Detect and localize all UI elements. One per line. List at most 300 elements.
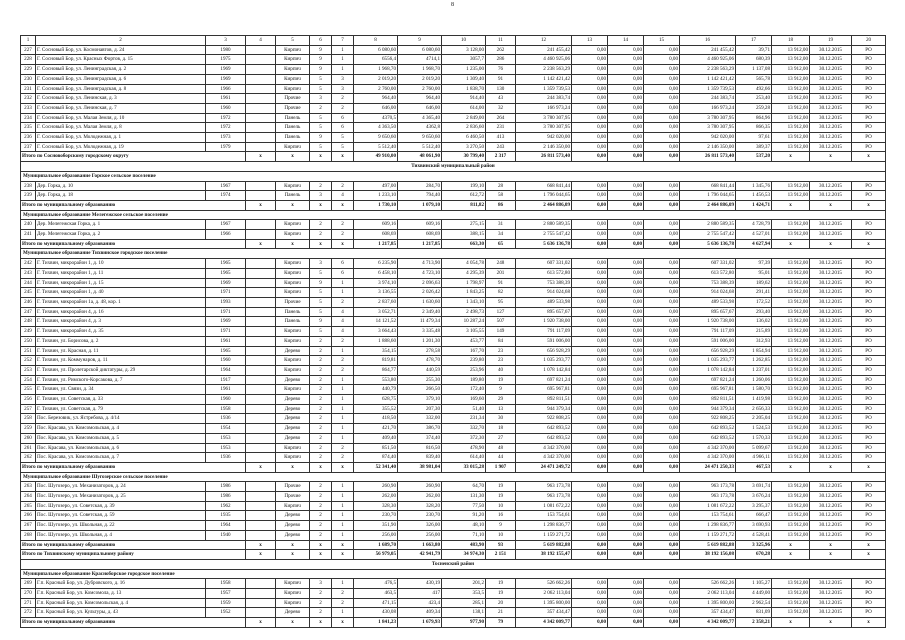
table-row — [21, 443, 886, 453]
table-cell: 30.12.2015 — [810, 288, 852, 298]
total-row — [21, 540, 886, 550]
table-cell: 13 912,00 — [772, 453, 810, 463]
table-cell: 612,72 — [442, 191, 486, 201]
table-cell: 239 — [21, 191, 36, 201]
table-cell: 5 — [310, 84, 332, 94]
table-cell: 5 — [310, 327, 332, 337]
table-cell: 2 — [310, 530, 332, 540]
table-cell: 2 317 — [486, 152, 516, 162]
table-cell: 52 341,40 — [354, 462, 398, 472]
table-cell: 0,00 — [572, 220, 608, 230]
table-cell: РО — [852, 220, 886, 230]
table-cell: 2 238 563,29 — [516, 65, 572, 75]
table-cell: 30.12.2015 — [810, 230, 852, 240]
table-cell: х — [246, 152, 276, 162]
table-cell: Кирпич — [276, 598, 310, 608]
table-cell: Пос. Березовик, ул. Ястребова, д. 4/14 — [36, 414, 206, 424]
table-cell: 963 173,78 — [516, 492, 572, 502]
table-cell: 0,00 — [644, 142, 680, 152]
table-cell: 4 295,39 — [442, 268, 486, 278]
table-cell: 0,00 — [644, 317, 680, 327]
table-cell: РО — [852, 453, 886, 463]
table-cell: 2 — [332, 453, 354, 463]
table-cell: 2 — [332, 443, 354, 453]
table-cell: 483,90 — [442, 540, 486, 550]
table-cell: 244 383,74 — [516, 94, 572, 104]
table-cell: РО — [852, 579, 886, 589]
table-cell: 507 — [486, 317, 516, 327]
table-cell: Дерево — [276, 424, 310, 434]
table-cell: 1 419,98 — [736, 395, 772, 405]
table-cell: 2 656,33 — [736, 404, 772, 414]
table-cell: 241 455,42 — [680, 45, 736, 55]
table-cell: 56 979,05 — [354, 550, 398, 560]
table-cell: 2 062 113,04 — [516, 589, 572, 599]
table-cell: 86 — [486, 200, 516, 210]
table-cell: 215,89 — [736, 327, 772, 337]
table-row — [21, 492, 886, 502]
table-cell: 1 838,70 — [442, 84, 486, 94]
table-cell: 30.12.2015 — [810, 530, 852, 540]
table-cell: 608,69 — [398, 230, 442, 240]
table-cell: 38 981,04 — [398, 462, 442, 472]
table-cell: 1972 — [206, 123, 246, 133]
table-cell: 136,02 — [736, 317, 772, 327]
table-cell: 3 335,48 — [398, 327, 442, 337]
table-cell — [246, 113, 276, 123]
table-cell: 1 — [332, 55, 354, 65]
table-cell: х — [772, 540, 810, 550]
table-cell — [246, 375, 276, 385]
table-cell: 2 — [310, 608, 332, 618]
table-cell: 267 — [21, 521, 36, 531]
table-cell: 30.12.2015 — [810, 317, 852, 327]
table-cell: 1 137,08 — [736, 65, 772, 75]
table-cell: 1 262,85 — [736, 356, 772, 366]
table-cell: 0,00 — [608, 133, 644, 143]
table-cell: 4 342 370,00 — [680, 443, 736, 453]
table-cell: 2 019,20 — [398, 74, 442, 84]
table-cell: 1962 — [206, 501, 246, 511]
table-cell: 201 — [486, 268, 516, 278]
table-cell: 0,00 — [572, 540, 608, 550]
section-heading: Муниципальное образование Шугозерское сельское поселение — [21, 472, 886, 482]
table-cell: 30.12.2015 — [810, 297, 852, 307]
table-cell: 0,00 — [572, 74, 608, 84]
table-cell: 1 343,10 — [442, 297, 486, 307]
table-cell: 13 912,00 — [772, 521, 810, 531]
column-number-cell: 17 — [736, 36, 772, 46]
table-cell: 0,00 — [608, 550, 644, 560]
table-cell: 3 270,50 — [442, 142, 486, 152]
table-cell: Г.п. Красный Бор, ул. Культуры, д. 43 — [36, 608, 206, 618]
table-cell: Кирпич — [276, 365, 310, 375]
table-cell: 1971 — [206, 307, 246, 317]
table-row — [21, 268, 886, 278]
table-cell: 2 — [310, 385, 332, 395]
table-cell: 0,00 — [608, 55, 644, 65]
table-cell: 58 — [486, 191, 516, 201]
table-cell: 2 — [310, 365, 332, 375]
table-cell: 1953 — [206, 443, 246, 453]
table-cell: 91 — [486, 278, 516, 288]
table-cell: 0,00 — [608, 259, 644, 269]
table-cell: 13 912,00 — [772, 317, 810, 327]
table-cell: х — [276, 540, 310, 550]
table-cell: 1 — [332, 424, 354, 434]
table-cell: 3 105,55 — [442, 327, 486, 337]
table-cell: 430,08 — [354, 608, 398, 618]
table-cell: 1 159 271,72 — [680, 530, 736, 540]
table-cell: 1936 — [206, 453, 246, 463]
table-cell: Г. Тихвин, микрорайон 4, д. 16 — [36, 307, 206, 317]
table-cell: 13 912,00 — [772, 433, 810, 443]
table-cell: 13 912,00 — [772, 511, 810, 521]
table-cell: 1 359 739,53 — [516, 84, 572, 94]
table-cell: 2 — [310, 414, 332, 424]
table-cell: 607 331,02 — [680, 259, 736, 269]
table-cell: 1961 — [206, 94, 246, 104]
table-cell: 0,00 — [572, 239, 608, 249]
table-cell: 0,00 — [644, 336, 680, 346]
table-cell: 40 — [486, 365, 516, 375]
table-cell: 0,00 — [572, 268, 608, 278]
table-cell: Кирпич — [276, 327, 310, 337]
table-cell: 3 — [310, 191, 332, 201]
table-cell: 13 912,00 — [772, 268, 810, 278]
table-cell: 2 760,00 — [354, 84, 398, 94]
table-cell: 354,15 — [354, 346, 398, 356]
table-cell: 1971 — [206, 288, 246, 298]
table-cell: 3 676,24 — [736, 492, 772, 502]
table-cell: х — [246, 550, 276, 560]
table-cell: Г. Тихвин, ул. Коммунаров, д. 11 — [36, 356, 206, 366]
table-cell: РО — [852, 297, 886, 307]
table-cell: х — [246, 618, 276, 628]
table-cell — [246, 336, 276, 346]
district-heading: Тосненский район — [21, 559, 886, 569]
table-cell: 2 — [332, 103, 354, 113]
table-cell — [246, 482, 276, 492]
table-cell: 30.12.2015 — [810, 84, 852, 94]
table-cell — [246, 579, 276, 589]
table-cell: 0,00 — [572, 433, 608, 443]
table-cell: 2 — [310, 220, 332, 230]
table-cell: 229 — [21, 65, 36, 75]
table-cell: 3 974,10 — [354, 278, 398, 288]
table-cell: 71,10 — [442, 530, 486, 540]
table-cell: 614,40 — [442, 453, 486, 463]
table-cell: 30.12.2015 — [810, 579, 852, 589]
table-row — [21, 142, 886, 152]
table-cell: 3 052,71 — [354, 307, 398, 317]
table-cell: х — [246, 239, 276, 249]
table-cell: Кирпич — [276, 181, 310, 191]
table-cell: 30.12.2015 — [810, 414, 852, 424]
table-cell: 3 780 307,95 — [680, 123, 736, 133]
table-cell: 0,00 — [572, 84, 608, 94]
table-cell: 4714,1 — [398, 55, 442, 65]
table-cell: 656 928,29 — [516, 346, 572, 356]
table-cell: 9 — [486, 385, 516, 395]
table-cell: 0,00 — [644, 278, 680, 288]
table-cell: 19 — [486, 589, 516, 599]
table-cell: 21 — [486, 608, 516, 618]
table-cell: 270 — [21, 589, 36, 599]
table-cell: 95 — [486, 297, 516, 307]
table-cell: 153 754,61 — [516, 511, 572, 521]
table-cell: 138,1 — [442, 608, 486, 618]
table-cell: 227 — [21, 45, 36, 55]
table-cell: 471,15 — [354, 598, 398, 608]
table-cell: 1 679,93 — [398, 618, 442, 628]
table-cell: 259 — [21, 424, 36, 434]
table-cell: РО — [852, 307, 886, 317]
table-cell: 1 968,70 — [354, 65, 398, 75]
table-cell: 153 754,61 — [680, 511, 736, 521]
table-cell: 0,00 — [644, 307, 680, 317]
table-cell: 13 912,00 — [772, 530, 810, 540]
table-cell: 18 — [486, 424, 516, 434]
table-cell: 30.12.2015 — [810, 356, 852, 366]
table-cell: 14 121,52 — [354, 317, 398, 327]
table-cell: 0,00 — [608, 365, 644, 375]
table-cell: РО — [852, 259, 886, 269]
table-row — [21, 103, 886, 113]
table-cell: 2 146 350,00 — [516, 142, 572, 152]
table-cell: х — [310, 462, 332, 472]
table-cell: 2 837,60 — [354, 297, 398, 307]
table-cell: 0,00 — [608, 239, 644, 249]
table-cell: х — [772, 618, 810, 628]
table-cell: Кирпич — [276, 45, 310, 55]
column-number-cell: 14 — [608, 36, 644, 46]
table-cell: 0,00 — [644, 133, 680, 143]
table-cell: 0,00 — [644, 239, 680, 249]
table-cell: 0,00 — [572, 443, 608, 453]
table-cell — [246, 385, 276, 395]
table-cell: 2 — [310, 501, 332, 511]
table-cell: 30.12.2015 — [810, 511, 852, 521]
table-cell: 265 — [21, 501, 36, 511]
table-cell: 3 664,43 — [354, 327, 398, 337]
table-cell: 84 — [486, 336, 516, 346]
table-cell: 1979 — [206, 142, 246, 152]
table-cell: 32 — [486, 103, 516, 113]
table-cell: 608,69 — [354, 230, 398, 240]
table-cell: 0,00 — [572, 414, 608, 424]
table-cell: 1 035 293,77 — [516, 356, 572, 366]
table-cell: Дерево — [276, 608, 310, 618]
table-cell: 268 — [21, 530, 36, 540]
total-label: Итого по муниципальному образованию — [21, 200, 246, 210]
table-cell: 864,77 — [354, 365, 398, 375]
table-cell: 423,4 — [398, 598, 442, 608]
table-cell: 656 928,29 — [680, 346, 736, 356]
table-cell: 0,00 — [644, 297, 680, 307]
table-cell — [246, 608, 276, 618]
table-cell: 0,00 — [572, 278, 608, 288]
table-cell: 166 973,24 — [516, 103, 572, 113]
table-cell: 262 — [21, 453, 36, 463]
table-cell: 0,00 — [644, 550, 680, 560]
column-number-cell: 4 — [246, 36, 276, 46]
table-cell: 13 912,00 — [772, 327, 810, 337]
table-cell: 2 — [332, 598, 354, 608]
table-cell: 97,61 — [736, 133, 772, 143]
table-cell: 1 — [332, 404, 354, 414]
table-cell: 831,09 — [736, 608, 772, 618]
table-cell — [246, 453, 276, 463]
table-cell: 271 — [21, 598, 36, 608]
table-cell: 230,70 — [398, 511, 442, 521]
table-cell: РО — [852, 482, 886, 492]
table-cell: РО — [852, 113, 886, 123]
table-row — [21, 453, 886, 463]
table-cell: 0,00 — [644, 74, 680, 84]
table-cell: 30.12.2015 — [810, 181, 852, 191]
table-cell: Г. Тихвин, микрорайон 1, д. 11 — [36, 268, 206, 278]
table-cell: 2 358,21 — [736, 618, 772, 628]
table-cell: 0,00 — [608, 395, 644, 405]
table-cell: х — [772, 200, 810, 210]
table-cell: 0,00 — [644, 288, 680, 298]
table-cell — [246, 414, 276, 424]
table-cell: 489 533,98 — [680, 297, 736, 307]
column-number-row — [21, 36, 886, 46]
table-cell: 668 841,44 — [516, 181, 572, 191]
table-cell: 9 — [310, 45, 332, 55]
table-cell: 0,00 — [644, 433, 680, 443]
table-cell: 0,00 — [608, 414, 644, 424]
table-cell: 0,00 — [572, 453, 608, 463]
table-cell: 13 912,00 — [772, 191, 810, 201]
table-cell: 0,00 — [608, 113, 644, 123]
table-cell: 0,00 — [572, 511, 608, 521]
table-cell: 0,00 — [572, 579, 608, 589]
table-cell: 13 912,00 — [772, 579, 810, 589]
table-cell: 1959 — [206, 598, 246, 608]
table-cell: 0,00 — [608, 530, 644, 540]
table-cell: 0,00 — [572, 336, 608, 346]
table-cell — [246, 268, 276, 278]
table-cell: 0,00 — [572, 395, 608, 405]
table-cell: 379,10 — [398, 395, 442, 405]
table-cell: 2 — [310, 443, 332, 453]
table-cell: 0,00 — [644, 492, 680, 502]
table-cell: 4 342 370,00 — [680, 453, 736, 463]
table-cell: 30.12.2015 — [810, 74, 852, 84]
table-cell: 23 — [486, 356, 516, 366]
table-row — [21, 433, 886, 443]
table-row — [21, 84, 886, 94]
table-cell — [246, 84, 276, 94]
table-cell: 553,80 — [354, 375, 398, 385]
table-cell: 1973 — [206, 133, 246, 143]
table-cell: 16 — [486, 511, 516, 521]
table-cell: 1 796 044,65 — [516, 191, 572, 201]
table-cell: 64,70 — [442, 482, 486, 492]
table-cell: 13 912,00 — [772, 336, 810, 346]
table-cell: 1953 — [206, 433, 246, 443]
table-cell: Дер. Горка, д. 10 — [36, 181, 206, 191]
table-cell: 895 657,67 — [680, 307, 736, 317]
table-cell: 2 — [332, 589, 354, 599]
table-cell: Прочие — [276, 103, 310, 113]
table-cell: 0,00 — [644, 453, 680, 463]
table-cell: 10 287,24 — [442, 317, 486, 327]
table-cell: 642 893,52 — [680, 433, 736, 443]
table-cell: 9 — [310, 317, 332, 327]
table-cell: 4 627,94 — [736, 239, 772, 249]
table-cell: 6 — [332, 113, 354, 123]
section-heading: Муниципальное образование Горское сельское поселение — [21, 171, 886, 181]
table-cell: 0,00 — [644, 259, 680, 269]
table-cell: 0,00 — [644, 385, 680, 395]
table-cell — [246, 181, 276, 191]
table-cell: 839,40 — [398, 453, 442, 463]
table-cell: 892 811,51 — [680, 395, 736, 405]
table-cell: 231 — [486, 123, 516, 133]
table-cell: 5 636 136,78 — [680, 239, 736, 249]
table-cell: 614,00 — [442, 103, 486, 113]
table-cell: 0,00 — [572, 142, 608, 152]
table-cell: Панель — [276, 113, 310, 123]
table-cell: 537,20 — [736, 152, 772, 162]
table-cell: 95,01 — [736, 268, 772, 278]
table-cell: 6 — [332, 123, 354, 133]
table-cell: Г. Тихвин, ул. Пролетарской диктатуры, д. 29 — [36, 365, 206, 375]
section-heading: Муниципальное образование Красноборское городское поселение — [21, 569, 886, 579]
table-cell: РО — [852, 511, 886, 521]
table-row — [21, 181, 886, 191]
table-cell: РО — [852, 103, 886, 113]
table-cell: 2 — [310, 598, 332, 608]
table-cell: х — [810, 239, 852, 249]
table-cell: 1958 — [206, 404, 246, 414]
table-cell: Г. Тихвин, ул. Советская, д. 79 — [36, 404, 206, 414]
table-cell: 13 — [486, 404, 516, 414]
table-cell: 476,5 — [354, 579, 398, 589]
table-cell: 2 — [310, 433, 332, 443]
table-cell: Г. Сосновый Бор, ул. Красных Фортов, д. 15 — [36, 55, 206, 65]
table-cell: 1 237,01 — [736, 365, 772, 375]
table-cell: 9 — [310, 65, 332, 75]
table-cell: 0,00 — [644, 103, 680, 113]
table-cell: 48 061,90 — [398, 152, 442, 162]
table-cell: 13 912,00 — [772, 181, 810, 191]
table-cell: 0,00 — [608, 230, 644, 240]
table-cell: 235 — [21, 123, 36, 133]
table-cell: 1961 — [206, 385, 246, 395]
table-cell: 253,40 — [736, 94, 772, 104]
table-cell: РО — [852, 94, 886, 104]
table-cell: 246 — [21, 297, 36, 307]
section-heading-row — [21, 569, 886, 579]
table-cell: 272 — [21, 608, 36, 618]
table-cell: Прочие — [276, 297, 310, 307]
table-cell: Кирпич — [276, 74, 310, 84]
table-cell: 0,00 — [608, 181, 644, 191]
table-cell: х — [310, 200, 332, 210]
table-cell: 4 363,50 — [354, 123, 398, 133]
table-cell: 0,00 — [572, 608, 608, 618]
table-cell: 1 081 672,22 — [516, 501, 572, 511]
table-cell: 0,00 — [608, 598, 644, 608]
table-cell: 332,00 — [398, 414, 442, 424]
table-cell: 977,90 — [442, 618, 486, 628]
table-cell: 30.12.2015 — [810, 492, 852, 502]
